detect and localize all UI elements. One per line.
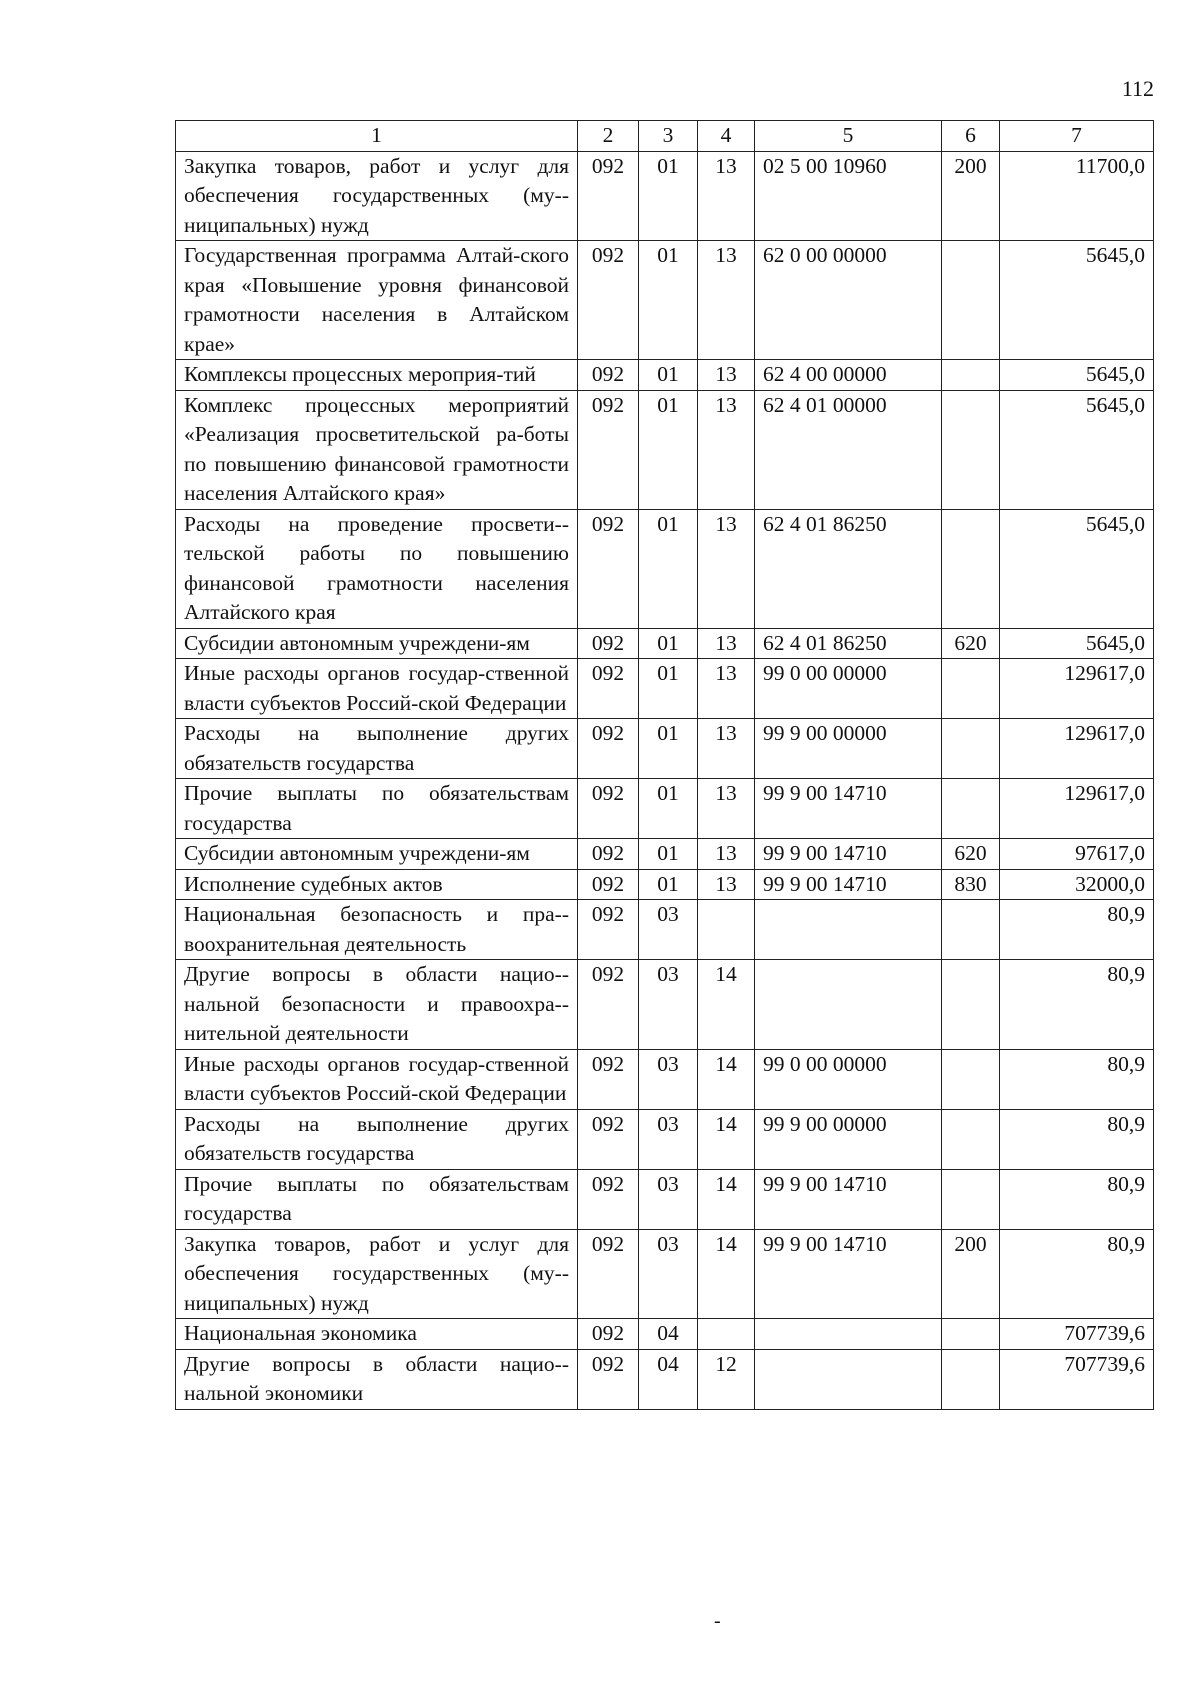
section-code-cell: 03 <box>639 1229 698 1319</box>
target-article-cell: 62 4 00 00000 <box>755 360 942 391</box>
table-row <box>176 960 1154 1050</box>
department-code-cell: 092 <box>578 151 639 241</box>
department-code-cell: 092 <box>578 869 639 900</box>
table-row <box>176 719 1154 779</box>
subsection-code-cell: 13 <box>698 509 755 628</box>
subsection-code-cell: 13 <box>698 151 755 241</box>
amount-cell: 5645,0 <box>1000 241 1154 360</box>
department-code-cell: 092 <box>578 1229 639 1319</box>
amount-cell: 80,9 <box>1000 900 1154 960</box>
row-name-cell: Иные расходы органов государ-ственной власти субъектов Россий-ской Федерации <box>176 659 578 719</box>
table-row <box>176 839 1154 870</box>
table-header <box>176 121 1154 152</box>
section-code-cell: 01 <box>639 241 698 360</box>
department-code-cell: 092 <box>578 509 639 628</box>
table-row <box>176 241 1154 360</box>
row-name-cell: Субсидии автономным учреждени-ям <box>176 628 578 659</box>
section-code-cell: 04 <box>639 1319 698 1350</box>
target-article-cell: 99 9 00 14710 <box>755 1229 942 1319</box>
section-code-cell: 01 <box>639 151 698 241</box>
target-article-cell <box>755 960 942 1050</box>
section-code-cell: 01 <box>639 509 698 628</box>
expense-type-cell <box>942 1109 1000 1169</box>
section-code-cell: 01 <box>639 779 698 839</box>
department-code-cell: 092 <box>578 839 639 870</box>
table-body <box>176 151 1154 1409</box>
section-code-cell: 03 <box>639 1109 698 1169</box>
target-article-cell: 62 4 01 86250 <box>755 628 942 659</box>
table-row <box>176 779 1154 839</box>
expense-type-cell <box>942 900 1000 960</box>
table-row <box>176 360 1154 391</box>
expense-type-cell: 200 <box>942 1229 1000 1319</box>
expense-type-cell <box>942 779 1000 839</box>
target-article-cell: 99 9 00 14710 <box>755 869 942 900</box>
column-header: 6 <box>942 121 1000 152</box>
row-name-cell: Другие вопросы в области нацио-нальной экономики <box>176 1349 578 1409</box>
target-article-cell: 99 9 00 00000 <box>755 1109 942 1169</box>
row-name-cell: Прочие выплаты по обязательствам государства <box>176 1169 578 1229</box>
section-code-cell: 01 <box>639 659 698 719</box>
table-row <box>176 659 1154 719</box>
target-article-cell: 99 0 00 00000 <box>755 659 942 719</box>
subsection-code-cell: 14 <box>698 960 755 1050</box>
subsection-code-cell: 12 <box>698 1349 755 1409</box>
section-code-cell: 01 <box>639 390 698 509</box>
section-code-cell: 01 <box>639 839 698 870</box>
section-code-cell: 01 <box>639 360 698 391</box>
row-name-cell: Другие вопросы в области нацио-нальной безопасности и правоохра-нительной деятельности <box>176 960 578 1050</box>
department-code-cell: 092 <box>578 1169 639 1229</box>
target-article-cell: 99 9 00 14710 <box>755 779 942 839</box>
target-article-cell <box>755 900 942 960</box>
table-row <box>176 628 1154 659</box>
expense-type-cell: 620 <box>942 839 1000 870</box>
table-row <box>176 151 1154 241</box>
table-row <box>176 1319 1154 1350</box>
amount-cell: 129617,0 <box>1000 719 1154 779</box>
expense-type-cell <box>942 659 1000 719</box>
amount-cell: 80,9 <box>1000 1109 1154 1169</box>
row-name-cell: Расходы на проведение просвети-тельской работы по повышению финансовой грамотности населения Алтайского края <box>176 509 578 628</box>
department-code-cell: 092 <box>578 390 639 509</box>
expense-type-cell: 620 <box>942 628 1000 659</box>
department-code-cell: 092 <box>578 360 639 391</box>
amount-cell: 707739,6 <box>1000 1319 1154 1350</box>
subsection-code-cell <box>698 1319 755 1350</box>
table-row <box>176 1109 1154 1169</box>
department-code-cell: 092 <box>578 241 639 360</box>
subsection-code-cell: 13 <box>698 628 755 659</box>
column-header: 5 <box>755 121 942 152</box>
department-code-cell: 092 <box>578 1349 639 1409</box>
section-code-cell: 03 <box>639 1169 698 1229</box>
department-code-cell: 092 <box>578 719 639 779</box>
amount-cell: 80,9 <box>1000 1229 1154 1319</box>
target-article-cell: 62 4 01 86250 <box>755 509 942 628</box>
row-name-cell: Субсидии автономным учреждени-ям <box>176 839 578 870</box>
department-code-cell: 092 <box>578 1049 639 1109</box>
section-code-cell: 01 <box>639 628 698 659</box>
target-article-cell: 99 9 00 00000 <box>755 719 942 779</box>
expense-type-cell <box>942 1349 1000 1409</box>
page-number: 112 <box>1121 76 1154 101</box>
table-row <box>176 869 1154 900</box>
subsection-code-cell: 13 <box>698 869 755 900</box>
subsection-code-cell: 13 <box>698 241 755 360</box>
amount-cell: 5645,0 <box>1000 509 1154 628</box>
row-name-cell: Комплексы процессных мероприя-тий <box>176 360 578 391</box>
subsection-code-cell: 13 <box>698 839 755 870</box>
table-row <box>176 1229 1154 1319</box>
department-code-cell: 092 <box>578 900 639 960</box>
department-code-cell: 092 <box>578 960 639 1050</box>
row-name-cell: Расходы на выполнение других обязательств государства <box>176 1109 578 1169</box>
department-code-cell: 092 <box>578 628 639 659</box>
column-header: 3 <box>639 121 698 152</box>
expense-type-cell <box>942 509 1000 628</box>
column-header: 2 <box>578 121 639 152</box>
section-code-cell: 01 <box>639 719 698 779</box>
section-code-cell: 04 <box>639 1349 698 1409</box>
department-code-cell: 092 <box>578 1319 639 1350</box>
row-name-cell: Иные расходы органов государ-ственной власти субъектов Россий-ской Федерации <box>176 1049 578 1109</box>
row-name-cell: Национальная экономика <box>176 1319 578 1350</box>
expense-type-cell <box>942 360 1000 391</box>
expense-type-cell <box>942 241 1000 360</box>
expense-type-cell: 830 <box>942 869 1000 900</box>
budget-table <box>175 120 1154 1410</box>
table-row <box>176 1049 1154 1109</box>
table-row <box>176 390 1154 509</box>
section-code-cell: 03 <box>639 900 698 960</box>
subsection-code-cell <box>698 900 755 960</box>
department-code-cell: 092 <box>578 1109 639 1169</box>
footer-mark: - <box>714 1610 721 1632</box>
target-article-cell: 02 5 00 10960 <box>755 151 942 241</box>
target-article-cell <box>755 1319 942 1350</box>
row-name-cell: Расходы на выполнение других обязательств государства <box>176 719 578 779</box>
subsection-code-cell: 14 <box>698 1229 755 1319</box>
amount-cell: 32000,0 <box>1000 869 1154 900</box>
subsection-code-cell: 13 <box>698 360 755 391</box>
amount-cell: 707739,6 <box>1000 1349 1154 1409</box>
section-code-cell: 03 <box>639 960 698 1050</box>
amount-cell: 11700,0 <box>1000 151 1154 241</box>
amount-cell: 129617,0 <box>1000 779 1154 839</box>
subsection-code-cell: 13 <box>698 719 755 779</box>
subsection-code-cell: 13 <box>698 659 755 719</box>
subsection-code-cell: 14 <box>698 1169 755 1229</box>
table-row <box>176 900 1154 960</box>
department-code-cell: 092 <box>578 659 639 719</box>
header-row <box>176 121 1154 152</box>
amount-cell: 80,9 <box>1000 1169 1154 1229</box>
subsection-code-cell: 13 <box>698 779 755 839</box>
row-name-cell: Прочие выплаты по обязательствам государства <box>176 779 578 839</box>
expense-type-cell <box>942 1169 1000 1229</box>
amount-cell: 80,9 <box>1000 960 1154 1050</box>
expense-type-cell <box>942 960 1000 1050</box>
expense-type-cell <box>942 1049 1000 1109</box>
expense-type-cell <box>942 1319 1000 1350</box>
subsection-code-cell: 14 <box>698 1049 755 1109</box>
amount-cell: 5645,0 <box>1000 360 1154 391</box>
target-article-cell: 99 0 00 00000 <box>755 1049 942 1109</box>
table-row <box>176 1349 1154 1409</box>
row-name-cell: Государственная программа Алтай-ского края «Повышение уровня финансовой грамотности населения в Алтайском крае» <box>176 241 578 360</box>
row-name-cell: Закупка товаров, работ и услуг для обеспечения государственных (му-ниципальных) нужд <box>176 151 578 241</box>
target-article-cell: 62 0 00 00000 <box>755 241 942 360</box>
section-code-cell: 01 <box>639 869 698 900</box>
table-row <box>176 1169 1154 1229</box>
column-header: 7 <box>1000 121 1154 152</box>
target-article-cell: 99 9 00 14710 <box>755 1169 942 1229</box>
subsection-code-cell: 14 <box>698 1109 755 1169</box>
expense-type-cell <box>942 390 1000 509</box>
row-name-cell: Национальная безопасность и пра-воохранительная деятельность <box>176 900 578 960</box>
column-header: 4 <box>698 121 755 152</box>
row-name-cell: Исполнение судебных актов <box>176 869 578 900</box>
amount-cell: 80,9 <box>1000 1049 1154 1109</box>
section-code-cell: 03 <box>639 1049 698 1109</box>
row-name-cell: Закупка товаров, работ и услуг для обеспечения государственных (му-ниципальных) нужд <box>176 1229 578 1319</box>
expense-type-cell <box>942 719 1000 779</box>
amount-cell: 5645,0 <box>1000 628 1154 659</box>
target-article-cell: 99 9 00 14710 <box>755 839 942 870</box>
table-row <box>176 509 1154 628</box>
amount-cell: 5645,0 <box>1000 390 1154 509</box>
row-name-cell: Комплекс процессных мероприятий «Реализация просветительской ра-боты по повышению финансовой грамотности населения Алтайского края» <box>176 390 578 509</box>
expense-type-cell: 200 <box>942 151 1000 241</box>
column-header: 1 <box>176 121 578 152</box>
subsection-code-cell: 13 <box>698 390 755 509</box>
target-article-cell: 62 4 01 00000 <box>755 390 942 509</box>
department-code-cell: 092 <box>578 779 639 839</box>
amount-cell: 129617,0 <box>1000 659 1154 719</box>
target-article-cell <box>755 1349 942 1409</box>
amount-cell: 97617,0 <box>1000 839 1154 870</box>
